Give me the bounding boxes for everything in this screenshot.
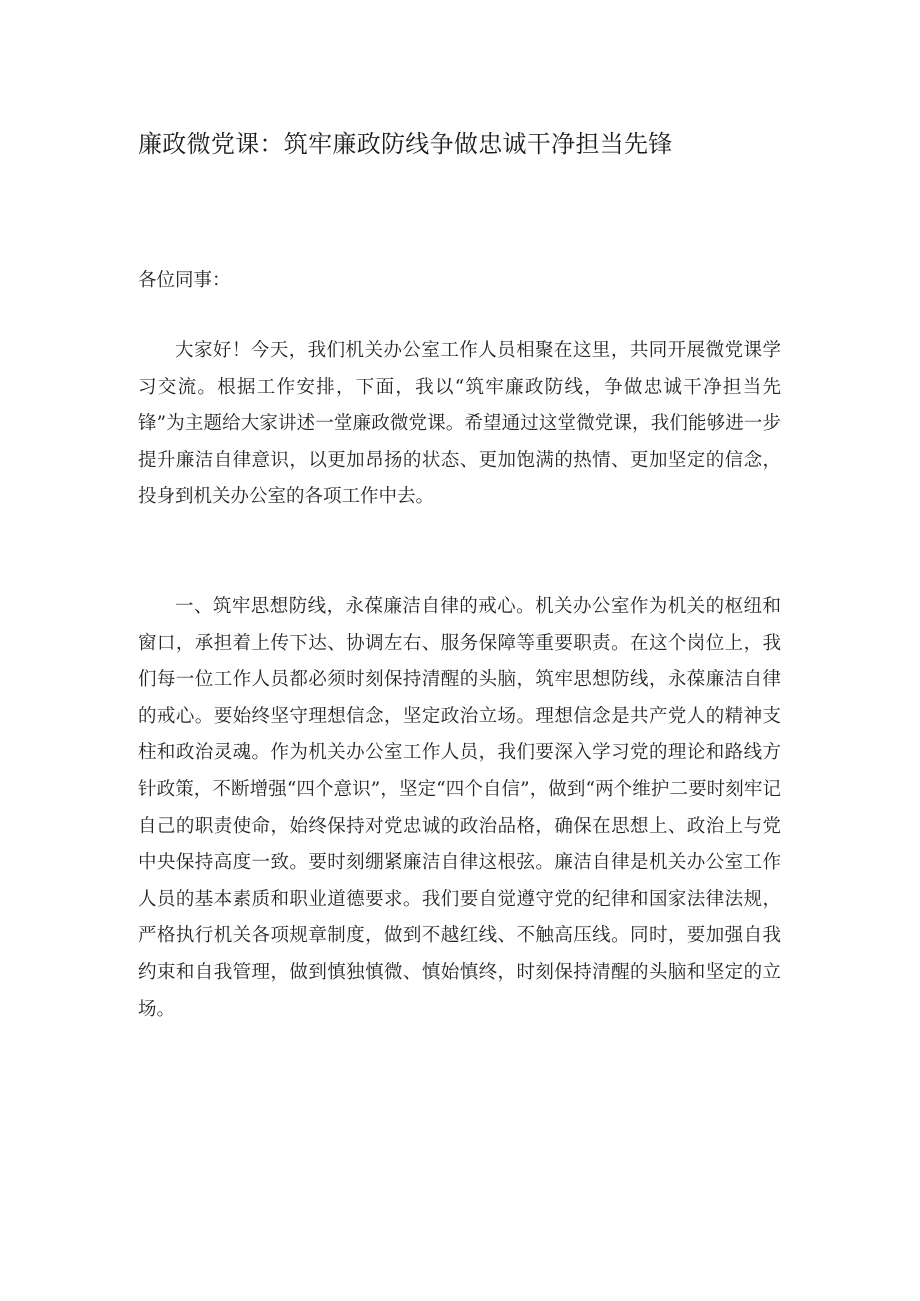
document-title: 廉政微党课：筑牢廉政防线争做忠诚干净担当先锋: [138, 130, 673, 158]
paragraph-section-one: 一、筑牢思想防线，永葆廉洁自律的戒心。机关办公室作为机关的枢纽和窗口，承担着上传下达、协调左右、服务保障等重要职责。在这个岗位上，我们每一位工作人员都必须时刻保持清醒的头脑，筑牢思想防线，永葆廉洁自律的戒心。要始终坚守理想信念，坚定政治立场。理想信念是共产党人的精神支柱和政治灵魂。作为机关办公室工作人员，我们要深入学习党的理论和路线方针政策，不断增强“四个意识”，坚定“四个自信”，做到“两个维护二要时刻牢记自己的职责使命，始终保持对党忠诚的政治品格，确保在思想上、政治上与党中央保持高度一致。要时刻绷紧廉洁自律这根弦。廉洁自律是机关办公室工作人员的基本素质和职业道德要求。我们要自觉遵守党的纪律和国家法律法规，严格执行机关各项规章制度，做到不越红线、不触高压线。同时，要加强自我约束和自我管理，做到慎独慎微、慎始慎终，时刻保持清醒的头脑和坚定的立场。: [138, 596, 781, 1020]
paragraph-intro: 大家好！今天，我们机关办公室工作人员相聚在这里，共同开展微党课学习交流。根据工作安排，下面，我以“筑牢廉政防线，争做忠诚干净担当先锋”为主题给大家讲述一堂廉政微党课。希望通过这堂微党课，我们能够进一步提升廉洁自律意识，以更加昂扬的状态、更加饱满的热情、更加坚定的信念，投身到机关办公室的各项工作中去。: [138, 340, 781, 508]
salutation: 各位同事：: [138, 270, 231, 291]
